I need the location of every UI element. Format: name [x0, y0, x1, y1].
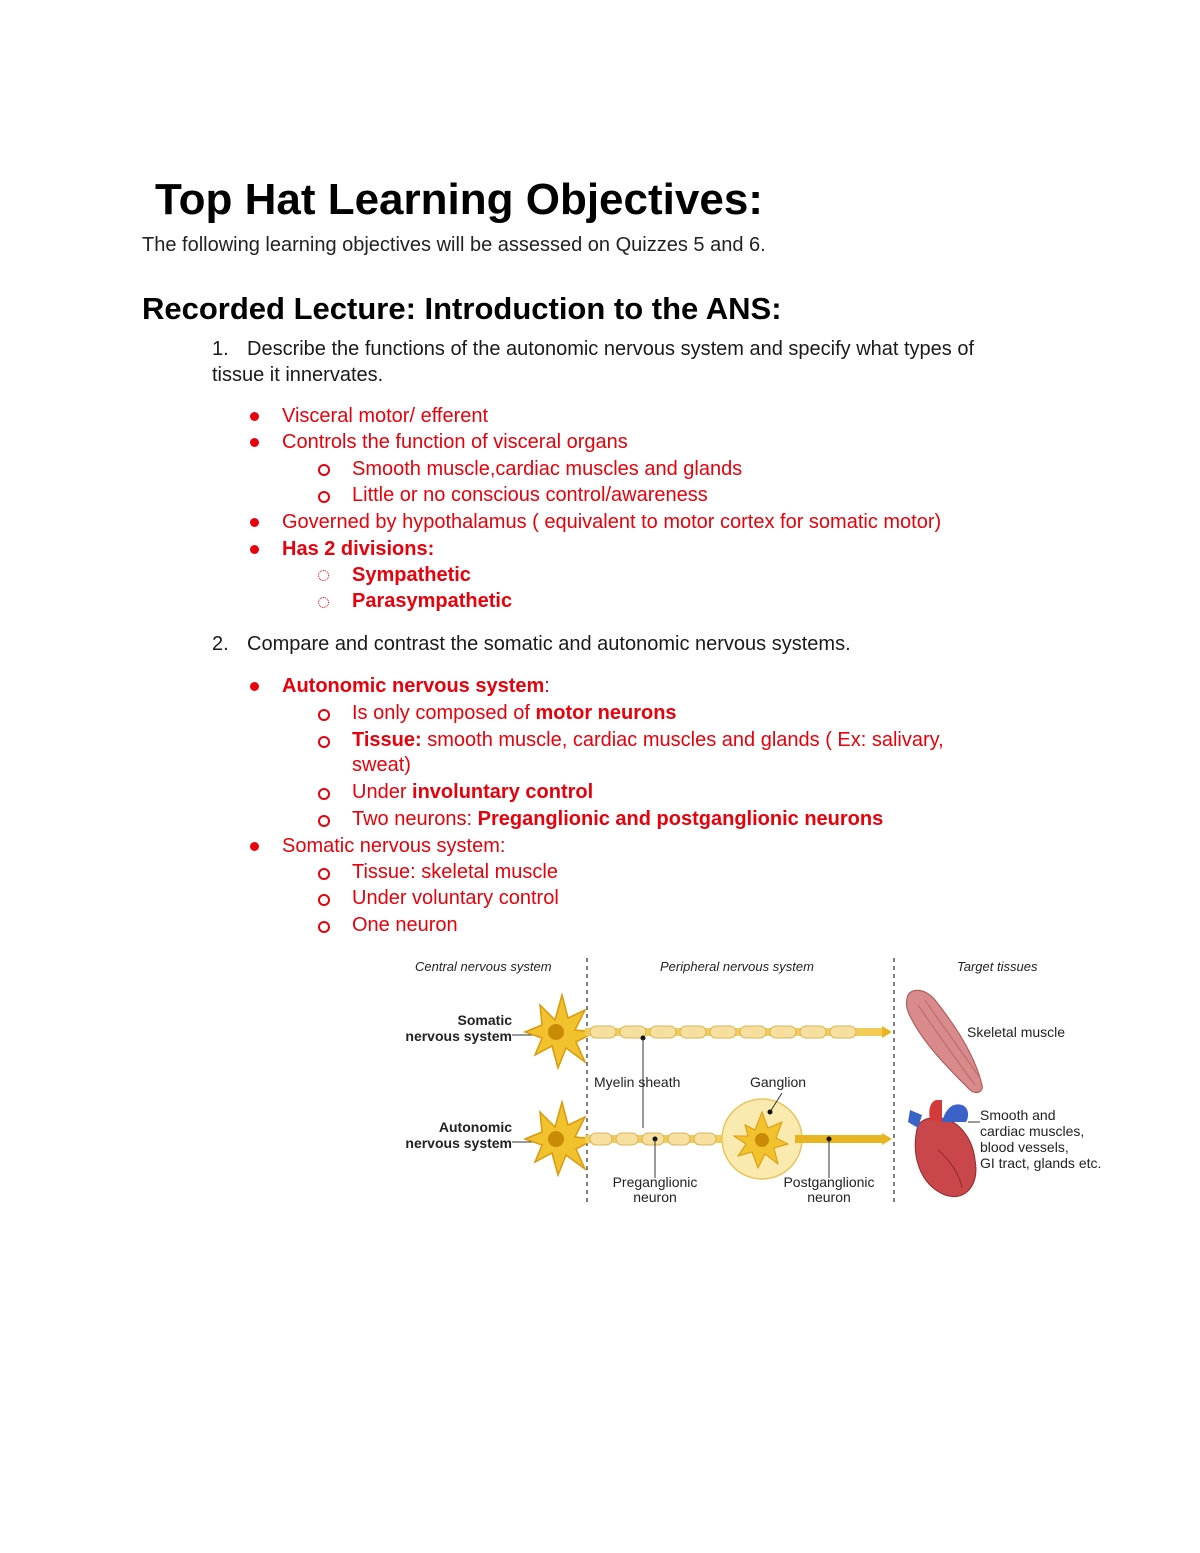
text-run-bold: Tissue: — [352, 729, 422, 751]
cns-header: Central nervous system — [415, 959, 552, 974]
myelin-segment — [650, 1026, 676, 1038]
list-item — [352, 702, 677, 725]
bullet-disc-icon — [250, 842, 259, 851]
list-item — [352, 781, 593, 804]
objective-1-line1: Describe the functions of the autonomic nervous system and specify what types of — [247, 338, 975, 360]
bullet-ring-icon — [318, 464, 330, 476]
bullet-ring-icon — [318, 921, 330, 933]
myelin-segment — [680, 1026, 706, 1038]
objective-1-number: 1. — [212, 338, 229, 360]
smooth-label-3: blood vessels, — [980, 1139, 1069, 1155]
page-title: Top Hat Learning Objectives: — [155, 175, 763, 224]
autonomic-neuron-icon — [525, 1102, 595, 1175]
myelin-segment — [740, 1026, 766, 1038]
myelin-segment — [668, 1133, 690, 1145]
list-item: Tissue: skeletal muscle — [352, 861, 558, 883]
skeletal-muscle-icon — [906, 990, 982, 1092]
text-run-bold: motor neurons — [535, 702, 677, 724]
list-item: Little or no conscious control/awareness — [352, 484, 708, 506]
bullet-ring-icon — [318, 709, 330, 721]
bullet-ring-icon — [318, 894, 330, 906]
objective-2-text: Compare and contrast the somatic and autonomic nervous systems. — [247, 633, 851, 655]
bullet-ring-icon — [318, 491, 330, 503]
list-item: Has 2 divisions: — [282, 538, 435, 560]
list-item: Under voluntary control — [352, 887, 559, 909]
text-run: smooth muscle, cardiac muscles and glands ( Ex: salivary, — [421, 729, 944, 751]
text-run-bold: Preganglionic and postganglionic neurons — [477, 808, 884, 830]
autonomic-label-2: nervous system — [405, 1135, 512, 1151]
heart-icon — [908, 1100, 976, 1197]
list-item — [352, 729, 944, 752]
text-run-bold: involuntary control — [412, 781, 594, 803]
list-item: Controls the function of visceral organs — [282, 431, 628, 453]
target-header: Target tissues — [957, 959, 1038, 974]
text-run: Is only composed of — [352, 702, 536, 724]
myelin-label: Myelin sheath — [594, 1074, 681, 1090]
list-item: Visceral motor/ efferent — [282, 405, 489, 427]
smooth-label-4: GI tract, glands etc. — [980, 1155, 1102, 1171]
text-run: Two neurons: — [352, 808, 478, 830]
nervous-system-diagram — [390, 950, 1130, 1210]
bullet-ring-icon — [318, 736, 330, 748]
smooth-label-1: Smooth and — [980, 1107, 1056, 1123]
myelin-segment — [770, 1026, 796, 1038]
myelin-segment — [590, 1026, 616, 1038]
list-item: Smooth muscle,cardiac muscles and glands — [352, 458, 743, 480]
preganglionic-label: Preganglionic — [612, 1174, 698, 1190]
smooth-label-2: cardiac muscles, — [980, 1123, 1085, 1139]
bullet-disc-icon — [250, 545, 259, 554]
bullet-ring-icon — [318, 868, 330, 880]
myelin-segment — [694, 1133, 716, 1145]
bullet-ring-icon — [318, 815, 330, 827]
bullet-disc-icon — [250, 412, 259, 421]
bullet-disc-icon — [250, 682, 259, 691]
myelin-segment — [616, 1133, 638, 1145]
list-item — [282, 675, 550, 698]
list-item — [352, 808, 883, 831]
myelin-segment — [590, 1133, 612, 1145]
myelin-segment — [710, 1026, 736, 1038]
bullet-dotted-icon — [318, 597, 329, 608]
objective-1-line2: tissue it innervates. — [212, 364, 384, 386]
somatic-label-2: nervous system — [405, 1028, 512, 1044]
list-item: Parasympathetic — [352, 590, 513, 612]
ganglion-label: Ganglion — [750, 1074, 807, 1090]
pns-header: Peripheral nervous system — [660, 959, 814, 974]
postganglionic-label-2: neuron — [807, 1189, 851, 1205]
ans-label: Autonomic nervous system — [282, 675, 545, 697]
list-item: Sympathetic — [352, 564, 471, 586]
ganglion-icon — [722, 1099, 802, 1179]
myelin-segment — [800, 1026, 826, 1038]
section-heading: Recorded Lecture: Introduction to the ANS: — [142, 291, 782, 326]
intro-text: The following learning objectives will be assessed on Quizzes 5 and 6. — [142, 234, 766, 256]
somatic-neuron-icon — [525, 995, 595, 1068]
myelin-segment — [830, 1026, 856, 1038]
postganglionic-label: Postganglionic — [783, 1174, 875, 1190]
autonomic-label: Autonomic — [438, 1119, 512, 1135]
list-item-continuation: sweat) — [352, 754, 411, 776]
bullet-disc-icon — [250, 518, 259, 527]
somatic-label: Somatic — [457, 1012, 512, 1028]
list-item: One neuron — [352, 914, 458, 936]
ans-colon: : — [544, 675, 550, 697]
text-run: Under — [352, 781, 413, 803]
bullet-ring-icon — [318, 788, 330, 800]
skeletal-muscle-label: Skeletal muscle — [967, 1024, 1066, 1040]
bullet-dotted-icon — [318, 570, 329, 581]
preganglionic-label-2: neuron — [633, 1189, 677, 1205]
bullet-disc-icon — [250, 438, 259, 447]
list-item: Somatic nervous system: — [282, 835, 506, 857]
list-item: Governed by hypothalamus ( equivalent to motor cortex for somatic motor) — [282, 511, 942, 533]
objective-2-number: 2. — [212, 633, 229, 655]
